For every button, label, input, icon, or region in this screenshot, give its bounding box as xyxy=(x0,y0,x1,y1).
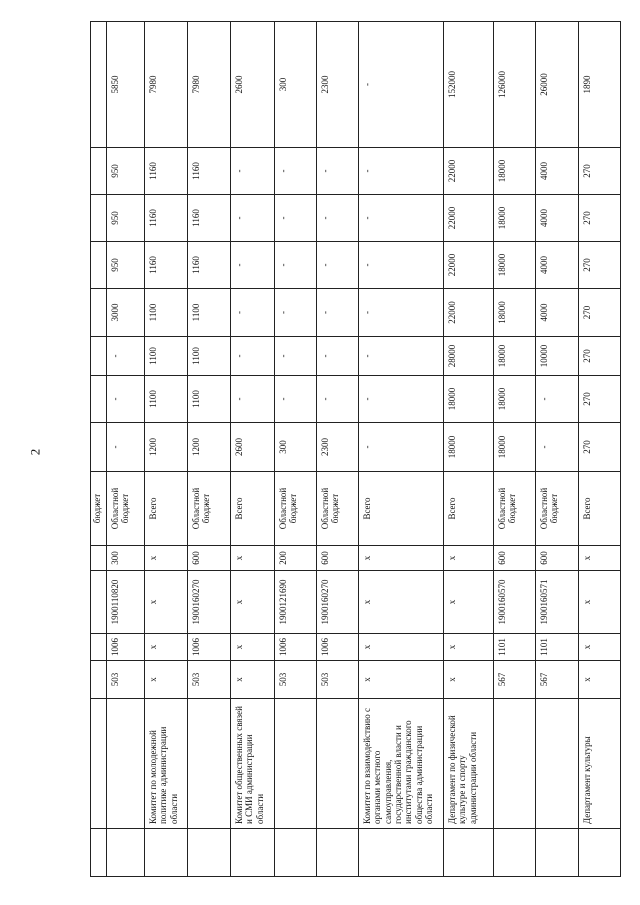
table-row xyxy=(275,22,317,877)
table-cell xyxy=(91,829,107,877)
table-cell: x xyxy=(359,546,444,571)
table-cell: 22000 xyxy=(444,242,494,289)
table-cell: 2300 xyxy=(317,423,359,472)
table-cell xyxy=(91,571,107,634)
table-cell: Всего xyxy=(444,472,494,546)
table-cell xyxy=(91,195,107,242)
table-cell: бюджет xyxy=(91,472,107,546)
table-cell: 1900160270 xyxy=(188,571,231,634)
table-cell: - xyxy=(107,337,145,376)
table-cell xyxy=(494,699,536,829)
table-cell xyxy=(317,699,359,829)
table-cell: 300 xyxy=(107,546,145,571)
table-row xyxy=(536,22,579,877)
table-cell: Областной бюджет xyxy=(107,472,145,546)
table-cell: Департамент культуры xyxy=(579,699,621,829)
table-cell: 28000 xyxy=(444,337,494,376)
table-cell: Комитет по взаимодействию с органами местного самоуправления, государственной власти и институтами гражданского общества администрации области xyxy=(359,699,444,829)
table-row xyxy=(231,22,275,877)
table-row xyxy=(317,22,359,877)
table-cell: 270 xyxy=(579,337,621,376)
table-cell xyxy=(494,829,536,877)
table-cell: - xyxy=(275,337,317,376)
table-cell: 1160 xyxy=(188,148,231,195)
table-cell: 1900121690 xyxy=(275,571,317,634)
table-cell: Всего xyxy=(579,472,621,546)
budget-table xyxy=(90,21,621,877)
table-cell: 126000 xyxy=(494,22,536,148)
table-cell: - xyxy=(317,376,359,423)
table-cell: 1900160571 xyxy=(536,571,579,634)
table-cell: 18000 xyxy=(494,242,536,289)
table-cell: x xyxy=(444,661,494,699)
table-cell: - xyxy=(107,423,145,472)
table-cell xyxy=(536,829,579,877)
table-cell: 22000 xyxy=(444,148,494,195)
table-cell: x xyxy=(145,546,188,571)
table-cell: 1200 xyxy=(145,423,188,472)
table-cell: 1160 xyxy=(188,242,231,289)
table-cell: 22000 xyxy=(444,289,494,337)
table-cell: - xyxy=(536,423,579,472)
table-cell xyxy=(91,634,107,661)
table-cell: 1100 xyxy=(188,376,231,423)
table-cell xyxy=(91,148,107,195)
table-cell: x xyxy=(444,634,494,661)
table-cell xyxy=(107,829,145,877)
table-cell: - xyxy=(107,376,145,423)
table-cell: x xyxy=(231,546,275,571)
table-cell: - xyxy=(359,148,444,195)
table-cell: 1006 xyxy=(188,634,231,661)
table-cell: - xyxy=(536,376,579,423)
table-cell: - xyxy=(359,423,444,472)
table-cell: 300 xyxy=(275,423,317,472)
table-cell xyxy=(275,829,317,877)
table-cell: x xyxy=(145,634,188,661)
table-cell xyxy=(91,242,107,289)
table-cell xyxy=(91,376,107,423)
table-cell: 18000 xyxy=(494,289,536,337)
table-cell: Всего xyxy=(231,472,275,546)
table-cell: - xyxy=(359,337,444,376)
table-cell: 2600 xyxy=(231,423,275,472)
table-cell: x xyxy=(579,661,621,699)
table-cell: 4000 xyxy=(536,195,579,242)
table-cell: 1006 xyxy=(275,634,317,661)
table-cell xyxy=(359,829,444,877)
table-cell xyxy=(275,699,317,829)
table-cell: 270 xyxy=(579,376,621,423)
table-cell: 18000 xyxy=(444,376,494,423)
table-cell: 503 xyxy=(275,661,317,699)
document-sheet xyxy=(90,22,620,877)
table-cell xyxy=(317,829,359,877)
table-cell: 4000 xyxy=(536,289,579,337)
table-cell: - xyxy=(359,22,444,148)
table-row xyxy=(494,22,536,877)
table-cell: - xyxy=(231,289,275,337)
table-cell: 950 xyxy=(107,242,145,289)
table-cell: 503 xyxy=(317,661,359,699)
table-cell: 1900110820 xyxy=(107,571,145,634)
table-cell: 18000 xyxy=(494,148,536,195)
table-cell: 1006 xyxy=(107,634,145,661)
table-cell: x xyxy=(359,661,444,699)
table-cell: Областной бюджет xyxy=(494,472,536,546)
table-cell: - xyxy=(231,148,275,195)
table-cell: 1160 xyxy=(145,148,188,195)
table-cell: 950 xyxy=(107,148,145,195)
table-row xyxy=(188,22,231,877)
table-cell: x xyxy=(444,571,494,634)
table-row xyxy=(359,22,444,877)
table-cell: 270 xyxy=(579,423,621,472)
table-cell: 1006 xyxy=(317,634,359,661)
table-cell: Всего xyxy=(359,472,444,546)
table-cell: - xyxy=(275,195,317,242)
table-cell: Областной бюджет xyxy=(188,472,231,546)
table-cell: 18000 xyxy=(494,423,536,472)
table-cell: 600 xyxy=(536,546,579,571)
table-cell: 5850 xyxy=(107,22,145,148)
table-cell: 18000 xyxy=(444,423,494,472)
table-cell xyxy=(231,829,275,877)
table-cell: - xyxy=(275,289,317,337)
table-cell: x xyxy=(579,571,621,634)
table-cell: 200 xyxy=(275,546,317,571)
table-cell: - xyxy=(275,242,317,289)
table-cell: 600 xyxy=(494,546,536,571)
table-cell xyxy=(91,699,107,829)
table-cell: 270 xyxy=(579,289,621,337)
table-cell: - xyxy=(231,242,275,289)
table-cell: 7980 xyxy=(188,22,231,148)
table-cell: 567 xyxy=(536,661,579,699)
table-cell: - xyxy=(317,148,359,195)
table-cell: - xyxy=(275,376,317,423)
table-cell: Областной бюджет xyxy=(275,472,317,546)
table-cell: 18000 xyxy=(494,337,536,376)
table-row xyxy=(145,22,188,877)
table-cell: Областной бюджет xyxy=(317,472,359,546)
table-cell xyxy=(188,699,231,829)
table-row xyxy=(91,22,107,877)
table-cell: 1900160270 xyxy=(317,571,359,634)
table-cell: 3000 xyxy=(107,289,145,337)
table-cell xyxy=(91,661,107,699)
table-cell: x xyxy=(145,571,188,634)
table-cell: 503 xyxy=(107,661,145,699)
table-cell: 1100 xyxy=(145,337,188,376)
page-number: 2 xyxy=(27,448,43,456)
table-cell: 270 xyxy=(579,242,621,289)
table-cell: x xyxy=(145,661,188,699)
table-cell: - xyxy=(359,242,444,289)
table-row xyxy=(444,22,494,877)
table-cell: - xyxy=(317,242,359,289)
table-cell xyxy=(145,829,188,877)
table-cell xyxy=(91,22,107,148)
table-cell: 26000 xyxy=(536,22,579,148)
table-cell: 2600 xyxy=(231,22,275,148)
table-cell: x xyxy=(444,546,494,571)
table-cell xyxy=(91,337,107,376)
table-cell: 2300 xyxy=(317,22,359,148)
table-cell: 1200 xyxy=(188,423,231,472)
table-cell: 1100 xyxy=(188,289,231,337)
table-cell: x xyxy=(231,571,275,634)
table-cell: Комитет по молодежной политике администрации области xyxy=(145,699,188,829)
table-cell: 503 xyxy=(188,661,231,699)
table-cell: 18000 xyxy=(494,195,536,242)
table-cell: x xyxy=(579,546,621,571)
table-cell: x xyxy=(359,634,444,661)
table-cell: 7980 xyxy=(145,22,188,148)
table-cell: 1160 xyxy=(188,195,231,242)
table-cell: 4000 xyxy=(536,242,579,289)
table-cell xyxy=(107,699,145,829)
table-cell: 300 xyxy=(275,22,317,148)
table-cell: 1100 xyxy=(145,289,188,337)
table-cell: 950 xyxy=(107,195,145,242)
table-cell xyxy=(91,423,107,472)
table-cell: 4000 xyxy=(536,148,579,195)
table-cell xyxy=(188,829,231,877)
table-cell: - xyxy=(359,289,444,337)
table-cell xyxy=(444,829,494,877)
table-cell: Всего xyxy=(145,472,188,546)
table-cell: - xyxy=(275,148,317,195)
table-cell: x xyxy=(579,634,621,661)
table-cell: x xyxy=(359,571,444,634)
table-cell: x xyxy=(231,661,275,699)
table-cell: 10000 xyxy=(536,337,579,376)
table-cell xyxy=(579,829,621,877)
table-cell: - xyxy=(317,195,359,242)
table-cell: 270 xyxy=(579,195,621,242)
table-cell: - xyxy=(359,376,444,423)
table-cell: 1900160570 xyxy=(494,571,536,634)
table-cell: 600 xyxy=(317,546,359,571)
table-cell: 1100 xyxy=(188,337,231,376)
table-cell: Областной бюджет xyxy=(536,472,579,546)
table-cell: x xyxy=(231,634,275,661)
table-row xyxy=(579,22,621,877)
table-cell: Департамент по физической культуре и спорту администрации области xyxy=(444,699,494,829)
table-body xyxy=(91,22,621,877)
table-cell: 600 xyxy=(188,546,231,571)
table-cell: 152000 xyxy=(444,22,494,148)
table-cell: Комитет общественных связей и СМИ администрации области xyxy=(231,699,275,829)
rotated-table-wrapper xyxy=(90,22,620,877)
table-cell: - xyxy=(317,289,359,337)
table-cell: - xyxy=(231,195,275,242)
table-cell: 1100 xyxy=(145,376,188,423)
table-cell: 1890 xyxy=(579,22,621,148)
table-cell: 1101 xyxy=(494,634,536,661)
table-cell: - xyxy=(359,195,444,242)
table-cell: 1160 xyxy=(145,242,188,289)
table-cell: 270 xyxy=(579,148,621,195)
table-cell: - xyxy=(317,337,359,376)
table-cell: 22000 xyxy=(444,195,494,242)
table-cell: - xyxy=(231,376,275,423)
table-cell: - xyxy=(231,337,275,376)
table-cell xyxy=(536,699,579,829)
table-cell: 1160 xyxy=(145,195,188,242)
table-row xyxy=(107,22,145,877)
table-cell xyxy=(91,546,107,571)
table-cell xyxy=(91,289,107,337)
table-cell: 18000 xyxy=(494,376,536,423)
table-cell: 567 xyxy=(494,661,536,699)
table-cell: 1101 xyxy=(536,634,579,661)
